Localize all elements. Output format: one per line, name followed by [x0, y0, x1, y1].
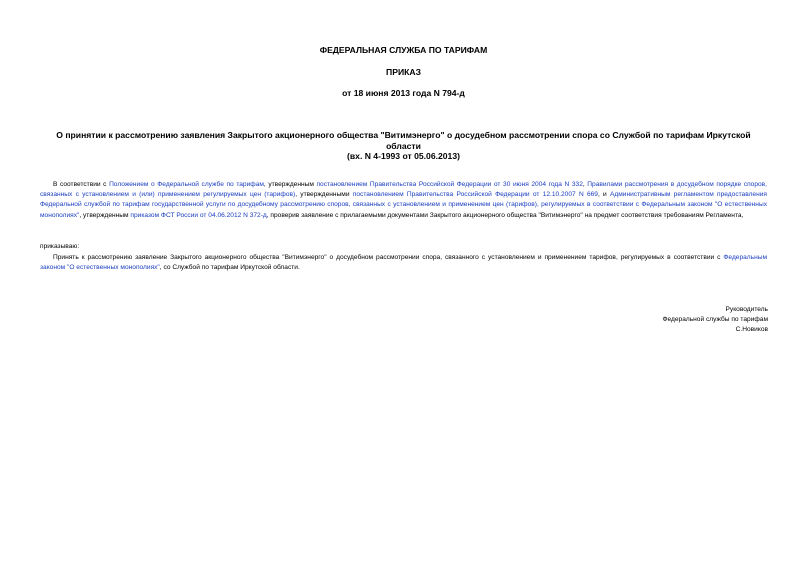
decision-text-2: , со Службой по тарифам Иркутской области.: [159, 264, 300, 272]
link-administrative-regulation[interactable]: Административным регламентом предоставления Федеральной службой по тарифам государственной услуги по досудебному рассмотрению споров, связанных с установлением и применением цен (тарифов), регулируемых в соответствии с Федеральным законом "О естественных монополиях": [40, 191, 767, 219]
preamble-text-6: , утвержденным: [79, 211, 131, 219]
preamble-paragraph: [40, 180, 767, 221]
link-fst-regulation[interactable]: Положением о Федеральной службе по тарифам: [109, 181, 264, 188]
preamble-text-7: , проверив заявление с прилагаемыми документами Закрытого акционерного общества "Витимэнерго" на предмет соответствия требованиям Регламента,: [266, 211, 744, 219]
title-reference: (вх. N 4-1993 от 05.06.2013): [347, 151, 460, 161]
preamble-text-4: , утвержденными: [295, 191, 353, 199]
title-line-2: области: [386, 140, 421, 151]
signatory-role: Руководитель: [725, 306, 768, 313]
agency-name: ФЕДЕРАЛЬНАЯ СЛУЖБА ПО ТАРИФАМ: [319, 45, 488, 55]
signatory-name: С.Новиков: [735, 326, 768, 333]
link-dispute-rules[interactable]: Правилами рассмотрения в досудебном порядке споров, связанных с установлением и (или) применением регулируемых цен (тарифов): [40, 181, 767, 199]
preamble-text-3: ,: [582, 181, 588, 188]
preamble-text-1: В соответствии с: [53, 181, 110, 188]
decision-text-1: Принять к рассмотрению заявление Закрытого акционерного общества "Витимэнерго" о досудебном рассмотрении спора, связанного с установлением и применением тарифов, регулируемых в соответствии с: [53, 254, 724, 261]
signatory-organization: Федеральной службы по тарифам: [662, 316, 768, 323]
link-government-decree-669[interactable]: постановлением Правительства Российской Федерации от 12.10.2007 N 669: [352, 191, 598, 199]
document-title: [40, 130, 767, 162]
link-natural-monopolies-law[interactable]: Федеральным законом "О естественных монополиях": [40, 254, 767, 272]
preamble-text-2: , утвержденным: [263, 181, 317, 188]
title-line-1: О принятии к рассмотрению заявления Закрытого акционерного общества "Витимэнерго" о досудебном рассмотрении спора со Службой по тарифам Иркутской: [56, 130, 751, 140]
document-date-number: от 18 июня 2013 года N 794-д: [342, 88, 465, 98]
signature-block: [663, 305, 769, 335]
preamble-text-5: , и: [597, 191, 611, 199]
order-word: приказываю:: [40, 243, 80, 250]
decision-paragraph: [40, 253, 767, 273]
link-fst-order-372[interactable]: приказом ФСТ России от 04.06.2012 N 372-д: [130, 211, 267, 219]
link-government-decree-332[interactable]: постановлением Правительства Российской Федерации от 30 июня 2004 года N 332: [316, 181, 583, 188]
document-type: ПРИКАЗ: [386, 67, 421, 77]
